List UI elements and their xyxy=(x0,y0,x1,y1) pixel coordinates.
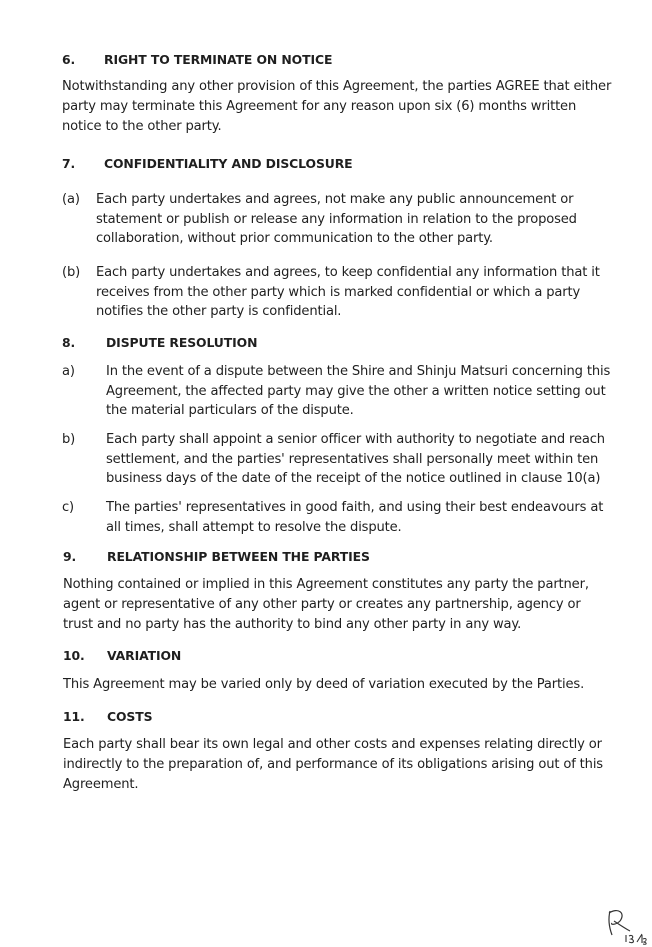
section-number: 10. xyxy=(63,648,85,663)
section-title: DISPUTE RESOLUTION xyxy=(106,335,258,350)
list-text: The parties' representatives in good faith, and using their best endeavours at all times, shall attempt to resolve the dispute. xyxy=(106,500,604,535)
section-title: COSTS xyxy=(107,709,153,724)
section-title: CONFIDENTIALITY AND DISCLOSURE xyxy=(104,156,353,171)
list-marker: (b) xyxy=(62,265,81,280)
list-text: Each party undertakes and agrees, not make any public announcement or statement or publish or release any information in relation to the proposed collaboration, without prior communication to the other party. xyxy=(96,192,577,246)
section-9-body: Nothing contained or implied in this Agreement constitutes any party the partner, agent or representative of any other party or creates any partnership, agency or trust and no party has the authority to bind any other party in any way. xyxy=(63,577,589,632)
list-text: Each party undertakes and agrees, to keep confidential any information that it receives from the other party which is marked confidential or which a party notifies the other party is confidential. xyxy=(96,265,600,319)
list-item xyxy=(62,263,622,323)
section-number: 11. xyxy=(63,709,85,724)
section-title: VARIATION xyxy=(107,648,182,663)
section-11-body: Each party shall bear its own legal and other costs and expenses relating directly or indirectly to the preparation of, and performance of its obligations arising out of this Agreement. xyxy=(63,737,603,792)
section-number: 7. xyxy=(62,156,76,171)
list-item xyxy=(62,190,622,250)
list-marker: c) xyxy=(62,500,75,515)
list-item xyxy=(62,498,622,538)
list-marker: a) xyxy=(62,364,75,379)
section-9-heading xyxy=(63,549,370,564)
section-6-body: Notwithstanding any other provision of this Agreement, the parties AGREE that either party may terminate this Agreement for any reason upon six (6) months written notice to the other party. xyxy=(62,79,612,134)
list-text: Each party shall appoint a senior officer with authority to negotiate and reach settlement, and the parties' representatives shall personally meet within ten business days of the date of the receipt of the notice outlined in clause 10(a) xyxy=(106,432,605,486)
list-item xyxy=(62,430,622,490)
section-number: 9. xyxy=(63,549,77,564)
section-7-heading xyxy=(62,156,353,171)
section-6-heading xyxy=(62,52,332,67)
section-number: 6. xyxy=(62,52,76,67)
section-11-heading xyxy=(63,709,152,724)
list-marker: (a) xyxy=(62,192,80,207)
list-marker: b) xyxy=(62,432,76,447)
list-item xyxy=(62,362,622,422)
section-number: 8. xyxy=(62,335,76,350)
list-text: In the event of a dispute between the Shire and Shinju Matsuri concerning this Agreement, the affected party may give the other a written notice setting out the material particulars of the dispute. xyxy=(106,364,611,418)
section-10-body: This Agreement may be varied only by deed of variation executed by the Parties. xyxy=(63,677,585,692)
section-8-heading xyxy=(62,335,257,350)
section-title: RIGHT TO TERMINATE ON NOTICE xyxy=(104,52,333,67)
handwritten-initials xyxy=(600,905,648,945)
section-title: RELATIONSHIP BETWEEN THE PARTIES xyxy=(107,549,370,564)
section-10-heading xyxy=(63,648,181,663)
